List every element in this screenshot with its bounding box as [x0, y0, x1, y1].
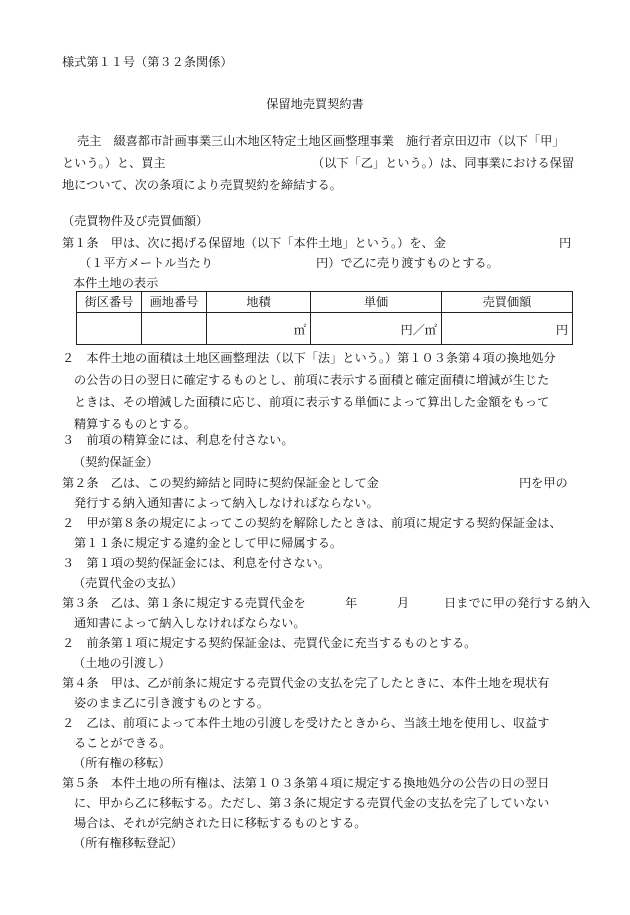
article-4-para-2-line-2: ることができる。	[74, 736, 172, 750]
cell-unit-price: 円／㎡	[311, 313, 442, 345]
header-sale-price: 売買価額	[442, 292, 573, 313]
article-1-para-2-line-1: ２ 本件土地の面積は土地区画整理法（以下「法」という。）第１０３条第４項の換地処分	[62, 351, 556, 365]
article-2-para-2-line-2: 第１１条に規定する違約金として甲に帰属する。	[74, 536, 343, 550]
article-2-para-3: ３ 第１項の契約保証金には、利息を付さない。	[62, 556, 331, 570]
article-4-line-1: 第４条 甲は、乙が前条に規定する売買代金の支払を完了したときに、本件土地を現状有	[62, 676, 550, 690]
article-1-para-2-line-3: ときは、その増減した面積に応じ、前項に表示する単価によって算出した金額をもって	[74, 395, 550, 409]
article-1-line-2-tail: 円）で乙に売り渡すものとする。	[316, 256, 499, 270]
cell-sale-price: 円	[442, 313, 573, 345]
article-3-para-2: ２ 前条第１項に規定する契約保証金は、売買代金に充当するものとする。	[62, 636, 477, 650]
intro-line-2b: （以下「乙」という。）は、同事業における保留	[312, 156, 575, 170]
article-1-para-2-line-2: の公告の日の翌日に確定するものとし、前項に表示する面積と確定面積に増減が生じた	[74, 373, 550, 387]
header-block-number: 街区番号	[77, 292, 142, 313]
article-5-heading: （所有権の移転）	[73, 756, 171, 770]
article-1-yen: 円	[559, 236, 572, 250]
article-4-line-2: 姿のまま乙に引き渡すものとする。	[74, 696, 269, 710]
article-5-line-2: に、甲から乙に移転する。ただし、第３条に規定する売買代金の支払を完了していない	[74, 796, 550, 810]
article-5-line-3: 場合は、それが完納された日に移転するものとする。	[74, 816, 367, 830]
header-unit-price: 単価	[311, 292, 442, 313]
header-area: 地積	[207, 292, 311, 313]
intro-line-1: 売主 綴喜都市計画事業三山木地区特定土地区画整理事業 施行者京田辺市（以下「甲」	[77, 134, 565, 148]
intro-line-2a: という。）と、買主	[62, 156, 166, 170]
article-2-line-1-tail: 円を甲の	[519, 476, 568, 490]
intro-line-3: 地について、次の条項により売買契約を締結する。	[62, 178, 342, 192]
article-2-para-2-line-1: ２ 甲が第８条の規定によってこの契約を解除したときは、前項に規定する契約保証金は、	[62, 516, 562, 530]
article-5-line-1: 第５条 本件土地の所有権は、法第１０３条第４項に規定する換地処分の公告の日の翌日	[62, 776, 550, 790]
article-3-line-1-tail: 日までに甲の発行する納入	[444, 596, 591, 610]
land-table-header-row	[77, 292, 573, 313]
document-title: 保留地売買契約書	[266, 97, 364, 111]
cell-lot-number	[142, 313, 207, 345]
land-table	[76, 291, 573, 345]
article-3-line-2: 通知書によって納入しなければならない。	[74, 616, 306, 630]
article-2-line-1: 第２条 乙は、この契約締結と同時に契約保証金として金	[62, 476, 379, 490]
article-2-heading: （契約保証金）	[73, 455, 159, 469]
form-number: 様式第１１号（第３２条関係）	[62, 55, 233, 69]
article-1-line-2: （１平方メートル当たり	[79, 256, 214, 270]
article-1-para-2-line-4: 精算するものとする。	[74, 417, 196, 431]
article-4-heading: （土地の引渡し）	[73, 656, 171, 670]
cell-area: ㎡	[207, 313, 311, 345]
article-1-para-3: ３ 前項の精算金には、利息を付さない。	[62, 433, 294, 447]
article-3-year: 年	[345, 596, 358, 610]
article-3-line-1: 第３条 乙は、第１条に規定する売買代金を	[62, 596, 306, 610]
article-3-month: 月	[397, 596, 410, 610]
article-4-para-2-line-1: ２ 乙は、前項によって本件土地の引渡しを受けたときから、当該土地を使用し、収益す	[62, 716, 550, 730]
article-1-heading: （売買物件及び売買価額）	[62, 214, 209, 228]
article-6-heading: （所有権移転登記）	[73, 836, 183, 850]
header-lot-number: 画地番号	[142, 292, 207, 313]
article-2-line-2: 発行する納入通知書によって納入しなければならない。	[74, 496, 379, 510]
article-1-line-1: 第１条 甲は、次に掲げる保留地（以下「本件土地」という。）を、金	[62, 236, 446, 250]
land-table-row	[77, 313, 573, 345]
cell-block-number	[77, 313, 142, 345]
table-caption: 本件土地の表示	[73, 276, 159, 290]
article-3-heading: （売買代金の支払）	[73, 576, 183, 590]
